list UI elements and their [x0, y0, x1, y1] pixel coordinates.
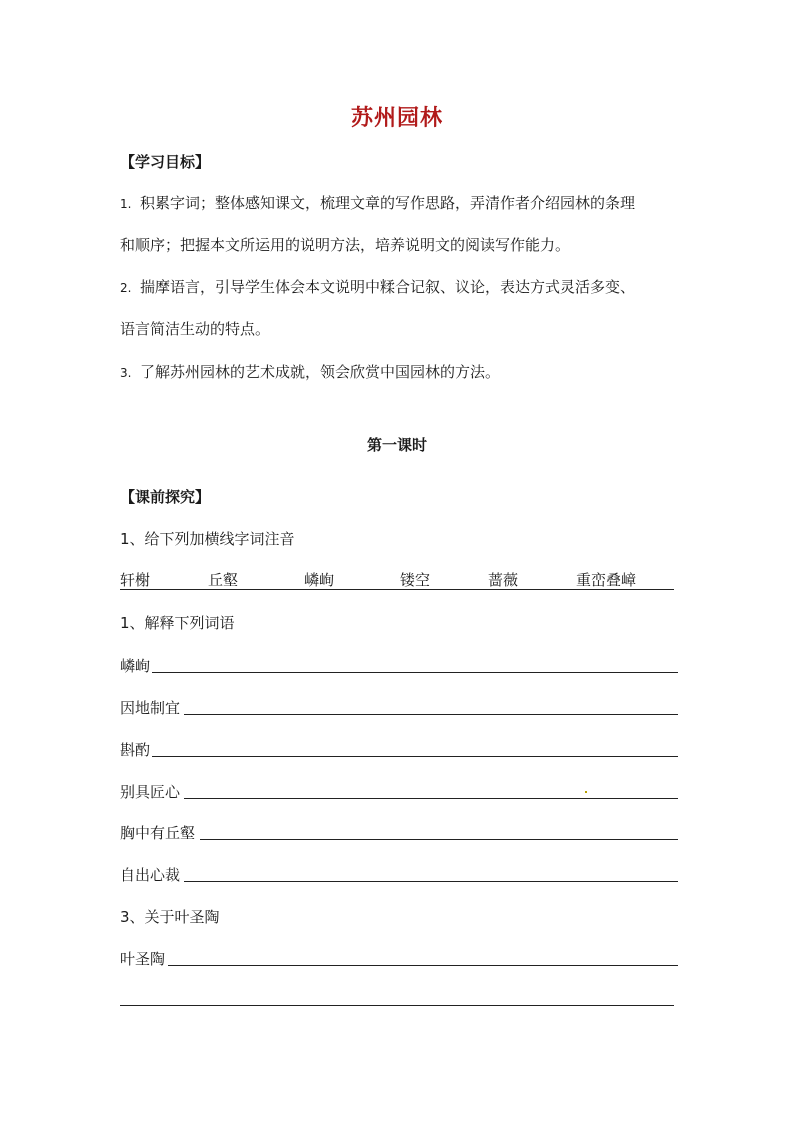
answer-line[interactable]	[184, 714, 678, 715]
term-label: 因地制宜	[120, 699, 181, 717]
task-1-label: 1、给下列加横线字词注音	[120, 530, 295, 548]
answer-line[interactable]	[200, 839, 678, 840]
objective-3-line1: 3. 了解苏州园林的艺术成就，领会欣赏中国园林的方法。	[120, 363, 501, 381]
answer-line[interactable]	[184, 881, 678, 882]
objective-1-line2: 和顺序；把握本文所运用的说明方法，培养说明文的阅读写作能力。	[120, 236, 571, 254]
pinyin-word: 镂空	[400, 571, 431, 589]
term-label: 自出心裁	[120, 866, 181, 884]
pinyin-word: 轩榭	[120, 571, 151, 589]
answer-line[interactable]	[152, 672, 678, 673]
pinyin-word: 重峦叠嶂	[576, 571, 637, 589]
task-2-label: 1、解释下列词语	[120, 614, 235, 632]
lesson-title: 第一课时	[366, 436, 427, 454]
term-label: 别具匠心	[120, 783, 181, 801]
task-3-label: 3、关于叶圣陶	[120, 908, 220, 926]
answer-line[interactable]	[168, 965, 678, 966]
objective-1-number: 1.	[120, 197, 132, 211]
author-label: 叶圣陶	[120, 950, 166, 968]
preview-heading: 【课前探究】	[120, 488, 211, 506]
term-label: 胸中有丘壑	[120, 824, 196, 842]
page-title: 苏州园林	[350, 105, 443, 131]
objective-2-line2: 语言简洁生动的特点。	[120, 320, 271, 338]
term-label: 嶙峋	[120, 657, 151, 675]
objective-1-line1: 1. 积累字词；整体感知课文，梳理文章的写作思路，弄清作者介绍园林的条理	[120, 194, 636, 212]
pinyin-word: 丘壑	[208, 571, 239, 589]
objective-3-number: 3.	[120, 366, 132, 380]
pinyin-word-row	[120, 569, 674, 590]
term-label: 斟酌	[120, 741, 151, 759]
decorative-mark	[585, 791, 587, 793]
objectives-heading: 【学习目标】	[120, 153, 211, 171]
objective-2-line1: 2. 揣摩语言，引导学生体会本文说明中糅合记叙、议论，表达方式灵活多变、	[120, 278, 636, 296]
objective-2-number: 2.	[120, 281, 132, 295]
answer-line[interactable]	[184, 798, 678, 799]
answer-line[interactable]	[152, 756, 678, 757]
pinyin-word: 蔷薇	[488, 571, 519, 589]
answer-line[interactable]	[120, 1005, 674, 1006]
pinyin-word: 嶙峋	[304, 571, 335, 589]
